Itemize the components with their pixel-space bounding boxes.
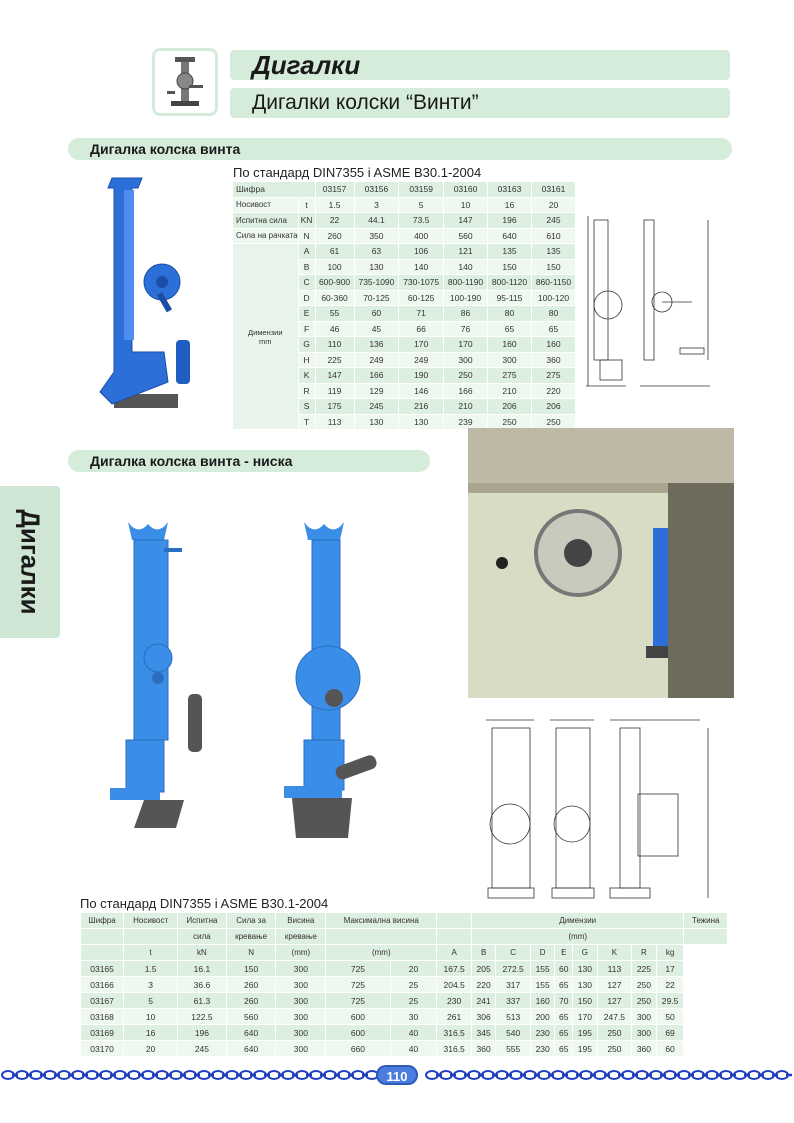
table-row <box>81 993 728 1009</box>
value-cell: 03170 <box>81 1041 124 1057</box>
value-cell: 110 <box>315 337 354 353</box>
code-cell: 03159 <box>399 182 444 198</box>
dim-letter: R <box>298 383 315 399</box>
section1-technical-drawing <box>580 210 720 396</box>
page-title: Дигалки <box>230 50 730 80</box>
value-cell: 80 <box>531 306 575 322</box>
value-cell: 60 <box>656 1041 684 1057</box>
value-cell: 300 <box>444 352 488 368</box>
section2-technical-drawing <box>480 714 726 904</box>
value-cell: 65 <box>488 321 532 337</box>
value-cell: 345 <box>471 1025 495 1041</box>
value-cell: 250 <box>597 1041 632 1057</box>
value-cell: 03166 <box>81 977 124 993</box>
value-cell: 275 <box>488 368 532 384</box>
value-cell: 80 <box>488 306 532 322</box>
value-cell: 250 <box>531 414 575 430</box>
section2-spec-table <box>80 912 728 1057</box>
value-cell: 44.1 <box>354 213 399 229</box>
value-cell: 22 <box>315 213 354 229</box>
header-cell <box>326 929 437 945</box>
value-cell: 60-360 <box>315 290 354 306</box>
value-cell: 30 <box>390 1009 437 1025</box>
value-cell: 230 <box>530 1041 554 1057</box>
value-cell: 800-1120 <box>488 275 532 291</box>
category-logo <box>152 48 218 116</box>
value-cell: 61.3 <box>178 993 227 1009</box>
value-cell: 20 <box>390 961 437 977</box>
code-cell: 03157 <box>315 182 354 198</box>
value-cell: 300 <box>276 961 326 977</box>
value-cell: 260 <box>226 993 276 1009</box>
value-cell: 10 <box>444 197 488 213</box>
header-cell: Висина <box>276 913 326 929</box>
table-header-row <box>81 945 728 961</box>
value-cell: 106 <box>399 244 444 260</box>
value-cell: 730-1075 <box>399 275 444 291</box>
dim-letter: D <box>298 290 315 306</box>
table-row <box>81 961 728 977</box>
value-cell: 725 <box>326 961 390 977</box>
value-cell: 46 <box>315 321 354 337</box>
value-cell: 206 <box>531 399 575 415</box>
chain-decoration-right <box>424 1068 794 1082</box>
page-subtitle: Дигалки колски “Винти” <box>230 88 730 118</box>
value-cell: 86 <box>444 306 488 322</box>
value-cell: 71 <box>399 306 444 322</box>
header-cell <box>124 929 178 945</box>
jack-icon <box>155 51 215 113</box>
header-cell: (mm) <box>276 945 326 961</box>
header-cell: R <box>632 945 656 961</box>
value-cell: 230 <box>530 1025 554 1041</box>
value-cell: 860-1150 <box>531 275 575 291</box>
value-cell: 16.1 <box>178 961 227 977</box>
header-cell: B <box>471 945 495 961</box>
value-cell: 166 <box>444 383 488 399</box>
dim-letter: E <box>298 306 315 322</box>
header-cell: Шифра <box>81 913 124 929</box>
value-cell: 640 <box>226 1025 276 1041</box>
value-cell: 600 <box>326 1009 390 1025</box>
value-cell: 50 <box>656 1009 684 1025</box>
value-cell: 129 <box>354 383 399 399</box>
value-cell: 113 <box>597 961 632 977</box>
value-cell: 200 <box>530 1009 554 1025</box>
header-cell: Максимална висина <box>326 913 437 929</box>
dim-letter: G <box>298 337 315 353</box>
value-cell: 560 <box>444 228 488 244</box>
value-cell: 216 <box>399 399 444 415</box>
value-cell: 205 <box>471 961 495 977</box>
dimensions-unit: mm <box>259 336 272 346</box>
header-cell: кревање <box>276 929 326 945</box>
value-cell: 20 <box>531 197 575 213</box>
value-cell: 249 <box>399 352 444 368</box>
dim-letter: A <box>298 244 315 260</box>
header-cell: G <box>573 945 597 961</box>
table-row <box>81 977 728 993</box>
value-cell: 16 <box>488 197 532 213</box>
header-cell: E <box>555 945 573 961</box>
header-cell: t <box>124 945 178 961</box>
value-cell: 40 <box>390 1041 437 1057</box>
value-cell: 65 <box>555 1025 573 1041</box>
value-cell: 5 <box>124 993 178 1009</box>
value-cell: 640 <box>226 1041 276 1057</box>
value-cell: 360 <box>632 1041 656 1057</box>
value-cell: 250 <box>444 368 488 384</box>
value-cell: 65 <box>555 977 573 993</box>
header-cell: сила <box>178 929 227 945</box>
value-cell: 150 <box>488 259 532 275</box>
value-cell: 60-125 <box>399 290 444 306</box>
value-cell: 300 <box>276 1009 326 1025</box>
value-cell: 204.5 <box>437 977 472 993</box>
value-cell: 220 <box>531 383 575 399</box>
value-cell: 160 <box>531 337 575 353</box>
value-cell: 337 <box>496 993 531 1009</box>
value-cell: 29.5 <box>656 993 684 1009</box>
value-cell: 70-125 <box>354 290 399 306</box>
value-cell: 140 <box>444 259 488 275</box>
value-cell: 241 <box>471 993 495 1009</box>
code-cell: 03161 <box>531 182 575 198</box>
rack-jack-image <box>92 172 212 427</box>
value-cell: 1.5 <box>315 197 354 213</box>
value-cell: 150 <box>226 961 276 977</box>
value-cell: 640 <box>488 228 532 244</box>
dim-letter: T <box>298 414 315 430</box>
value-cell: 725 <box>326 977 390 993</box>
value-cell: 16 <box>124 1025 178 1041</box>
value-cell: 555 <box>496 1041 531 1057</box>
value-cell: 3 <box>354 197 399 213</box>
header-cell: кревање <box>226 929 276 945</box>
value-cell: 300 <box>276 1041 326 1057</box>
table-header-row <box>81 913 728 929</box>
value-cell: 73.5 <box>399 213 444 229</box>
value-cell: 22 <box>656 977 684 993</box>
dim-letter: K <box>298 368 315 384</box>
value-cell: 55 <box>315 306 354 322</box>
code-cell: 03156 <box>354 182 399 198</box>
value-cell: 250 <box>632 977 656 993</box>
section1-title: Дигалка колска винта <box>68 138 732 160</box>
value-cell: 513 <box>496 1009 531 1025</box>
value-cell: 220 <box>471 977 495 993</box>
value-cell: 20 <box>124 1041 178 1057</box>
value-cell: 66 <box>399 321 444 337</box>
value-cell: 190 <box>399 368 444 384</box>
value-cell: 122.5 <box>178 1009 227 1025</box>
header-cell: kg <box>656 945 684 961</box>
value-cell: 660 <box>326 1041 390 1057</box>
chain-decoration-left <box>0 1068 380 1082</box>
value-cell: 196 <box>178 1025 227 1041</box>
low-rack-jack-front-image <box>104 518 208 828</box>
value-cell: 61 <box>315 244 354 260</box>
value-cell: 249 <box>354 352 399 368</box>
value-cell: 300 <box>632 1025 656 1041</box>
value-cell: 170 <box>399 337 444 353</box>
row-label: Носивост <box>233 197 299 213</box>
code-cell: 03163 <box>488 182 532 198</box>
header-cell <box>81 929 124 945</box>
value-cell: 600-900 <box>315 275 354 291</box>
value-cell: 245 <box>354 399 399 415</box>
code-cell: 03160 <box>444 182 488 198</box>
value-cell: 135 <box>488 244 532 260</box>
value-cell: 170 <box>573 1009 597 1025</box>
value-cell: 317 <box>496 977 531 993</box>
value-cell: 150 <box>531 259 575 275</box>
value-cell: 69 <box>656 1025 684 1041</box>
value-cell: 70 <box>555 993 573 1009</box>
value-cell: 167.5 <box>437 961 472 977</box>
value-cell: 195 <box>573 1041 597 1057</box>
side-tab-label: Дигалки <box>15 509 46 615</box>
value-cell: 166 <box>354 368 399 384</box>
table-row <box>81 1041 728 1057</box>
value-cell: 196 <box>488 213 532 229</box>
header-cell: Тежина <box>684 913 728 929</box>
low-rack-jack-side-image <box>282 518 392 843</box>
table-row <box>81 1009 728 1025</box>
value-cell: 03169 <box>81 1025 124 1041</box>
table-row <box>233 228 576 244</box>
value-cell: 230 <box>437 993 472 1009</box>
value-cell: 360 <box>471 1041 495 1057</box>
value-cell: 10 <box>124 1009 178 1025</box>
table-row <box>81 1025 728 1041</box>
dim-letter: F <box>298 321 315 337</box>
value-cell: 60 <box>555 961 573 977</box>
header-cell: Носивост <box>124 913 178 929</box>
header-cell: (mm) <box>471 929 684 945</box>
dim-letter: S <box>298 399 315 415</box>
table-header-row <box>233 182 576 198</box>
value-cell: 127 <box>597 977 632 993</box>
value-cell: 60 <box>354 306 399 322</box>
value-cell: 100 <box>315 259 354 275</box>
value-cell: 100-190 <box>444 290 488 306</box>
value-cell: 250 <box>597 1025 632 1041</box>
table-row <box>233 244 576 260</box>
table-header-cell: Шифра <box>233 182 316 198</box>
header-cell: Испитна <box>178 913 227 929</box>
value-cell: 210 <box>444 399 488 415</box>
header-cell <box>437 929 472 945</box>
value-cell: 63 <box>354 244 399 260</box>
value-cell: 250 <box>632 993 656 1009</box>
value-cell: 735-1090 <box>354 275 399 291</box>
value-cell: 113 <box>315 414 354 430</box>
value-cell: 225 <box>315 352 354 368</box>
side-category-tab <box>0 486 60 638</box>
value-cell: 360 <box>531 352 575 368</box>
value-cell: 300 <box>276 1025 326 1041</box>
header-cell: D <box>530 945 554 961</box>
row-unit: KN <box>298 213 315 229</box>
value-cell: 40 <box>390 1025 437 1041</box>
value-cell: 316.5 <box>437 1025 472 1041</box>
row-unit: N <box>298 228 315 244</box>
dim-letter: C <box>298 275 315 291</box>
value-cell: 130 <box>354 259 399 275</box>
value-cell: 195 <box>573 1025 597 1041</box>
value-cell: 247.5 <box>597 1009 632 1025</box>
value-cell: 600 <box>326 1025 390 1041</box>
value-cell: 100-120 <box>531 290 575 306</box>
value-cell: 160 <box>488 337 532 353</box>
value-cell: 350 <box>354 228 399 244</box>
value-cell: 150 <box>573 993 597 1009</box>
value-cell: 261 <box>437 1009 472 1025</box>
dim-letter: B <box>298 259 315 275</box>
value-cell: 25 <box>390 977 437 993</box>
header-cell: kN <box>178 945 227 961</box>
value-cell: 130 <box>399 414 444 430</box>
header-cell: C <box>496 945 531 961</box>
value-cell: 03168 <box>81 1009 124 1025</box>
value-cell: 17 <box>656 961 684 977</box>
value-cell: 800-1190 <box>444 275 488 291</box>
value-cell: 119 <box>315 383 354 399</box>
value-cell: 160 <box>530 993 554 1009</box>
value-cell: 175 <box>315 399 354 415</box>
value-cell: 03167 <box>81 993 124 1009</box>
header-cell: N <box>226 945 276 961</box>
header-cell: Сила за <box>226 913 276 929</box>
row-label: Испитна сила <box>233 213 299 229</box>
value-cell: 540 <box>496 1025 531 1041</box>
header-cell: A <box>437 945 472 961</box>
value-cell: 560 <box>226 1009 276 1025</box>
value-cell: 45 <box>354 321 399 337</box>
dim-letter: H <box>298 352 315 368</box>
value-cell: 03165 <box>81 961 124 977</box>
value-cell: 130 <box>354 414 399 430</box>
table-row <box>233 197 576 213</box>
value-cell: 65 <box>531 321 575 337</box>
value-cell: 300 <box>632 1009 656 1025</box>
header-cell: Димензии <box>471 913 684 929</box>
value-cell: 3 <box>124 977 178 993</box>
table-row <box>233 213 576 229</box>
section2-title: Дигалка колска винта - ниска <box>68 450 430 472</box>
page-number: 110 <box>376 1065 418 1085</box>
value-cell: 95-115 <box>488 290 532 306</box>
value-cell: 306 <box>471 1009 495 1025</box>
section2-standard: По стандард DIN7355 i ASME B30.1-2004 <box>80 896 329 911</box>
row-unit: t <box>298 197 315 213</box>
value-cell: 272.5 <box>496 961 531 977</box>
value-cell: 260 <box>226 977 276 993</box>
value-cell: 300 <box>276 993 326 1009</box>
value-cell: 36.6 <box>178 977 227 993</box>
value-cell: 210 <box>488 383 532 399</box>
value-cell: 136 <box>354 337 399 353</box>
value-cell: 725 <box>326 993 390 1009</box>
value-cell: 155 <box>530 977 554 993</box>
value-cell: 65 <box>555 1009 573 1025</box>
value-cell: 316.5 <box>437 1041 472 1057</box>
value-cell: 130 <box>573 977 597 993</box>
value-cell: 610 <box>531 228 575 244</box>
value-cell: 400 <box>399 228 444 244</box>
value-cell: 225 <box>632 961 656 977</box>
table-header-row <box>81 929 728 945</box>
value-cell: 260 <box>315 228 354 244</box>
value-cell: 76 <box>444 321 488 337</box>
header-cell: (mm) <box>326 945 437 961</box>
header-cell <box>684 929 728 945</box>
value-cell: 135 <box>531 244 575 260</box>
value-cell: 5 <box>399 197 444 213</box>
section1-standard: По стандард DIN7355 i ASME B30.1-2004 <box>233 165 482 180</box>
value-cell: 127 <box>597 993 632 1009</box>
value-cell: 275 <box>531 368 575 384</box>
value-cell: 245 <box>531 213 575 229</box>
header-cell <box>81 945 124 961</box>
value-cell: 65 <box>555 1041 573 1057</box>
header-cell: K <box>597 945 632 961</box>
value-cell: 1.5 <box>124 961 178 977</box>
value-cell: 206 <box>488 399 532 415</box>
value-cell: 245 <box>178 1041 227 1057</box>
value-cell: 140 <box>399 259 444 275</box>
value-cell: 155 <box>530 961 554 977</box>
value-cell: 146 <box>399 383 444 399</box>
value-cell: 25 <box>390 993 437 1009</box>
value-cell: 130 <box>573 961 597 977</box>
value-cell: 250 <box>488 414 532 430</box>
jack-in-use-photo <box>468 428 734 698</box>
dimensions-label <box>233 244 299 430</box>
row-label: Сила на рачката <box>233 228 299 244</box>
value-cell: 147 <box>444 213 488 229</box>
section1-spec-table <box>232 181 576 430</box>
value-cell: 121 <box>444 244 488 260</box>
value-cell: 300 <box>276 977 326 993</box>
dimensions-text: Димензии <box>247 327 283 337</box>
value-cell: 170 <box>444 337 488 353</box>
value-cell: 147 <box>315 368 354 384</box>
value-cell: 239 <box>444 414 488 430</box>
value-cell: 300 <box>488 352 532 368</box>
header-cell <box>437 913 472 929</box>
